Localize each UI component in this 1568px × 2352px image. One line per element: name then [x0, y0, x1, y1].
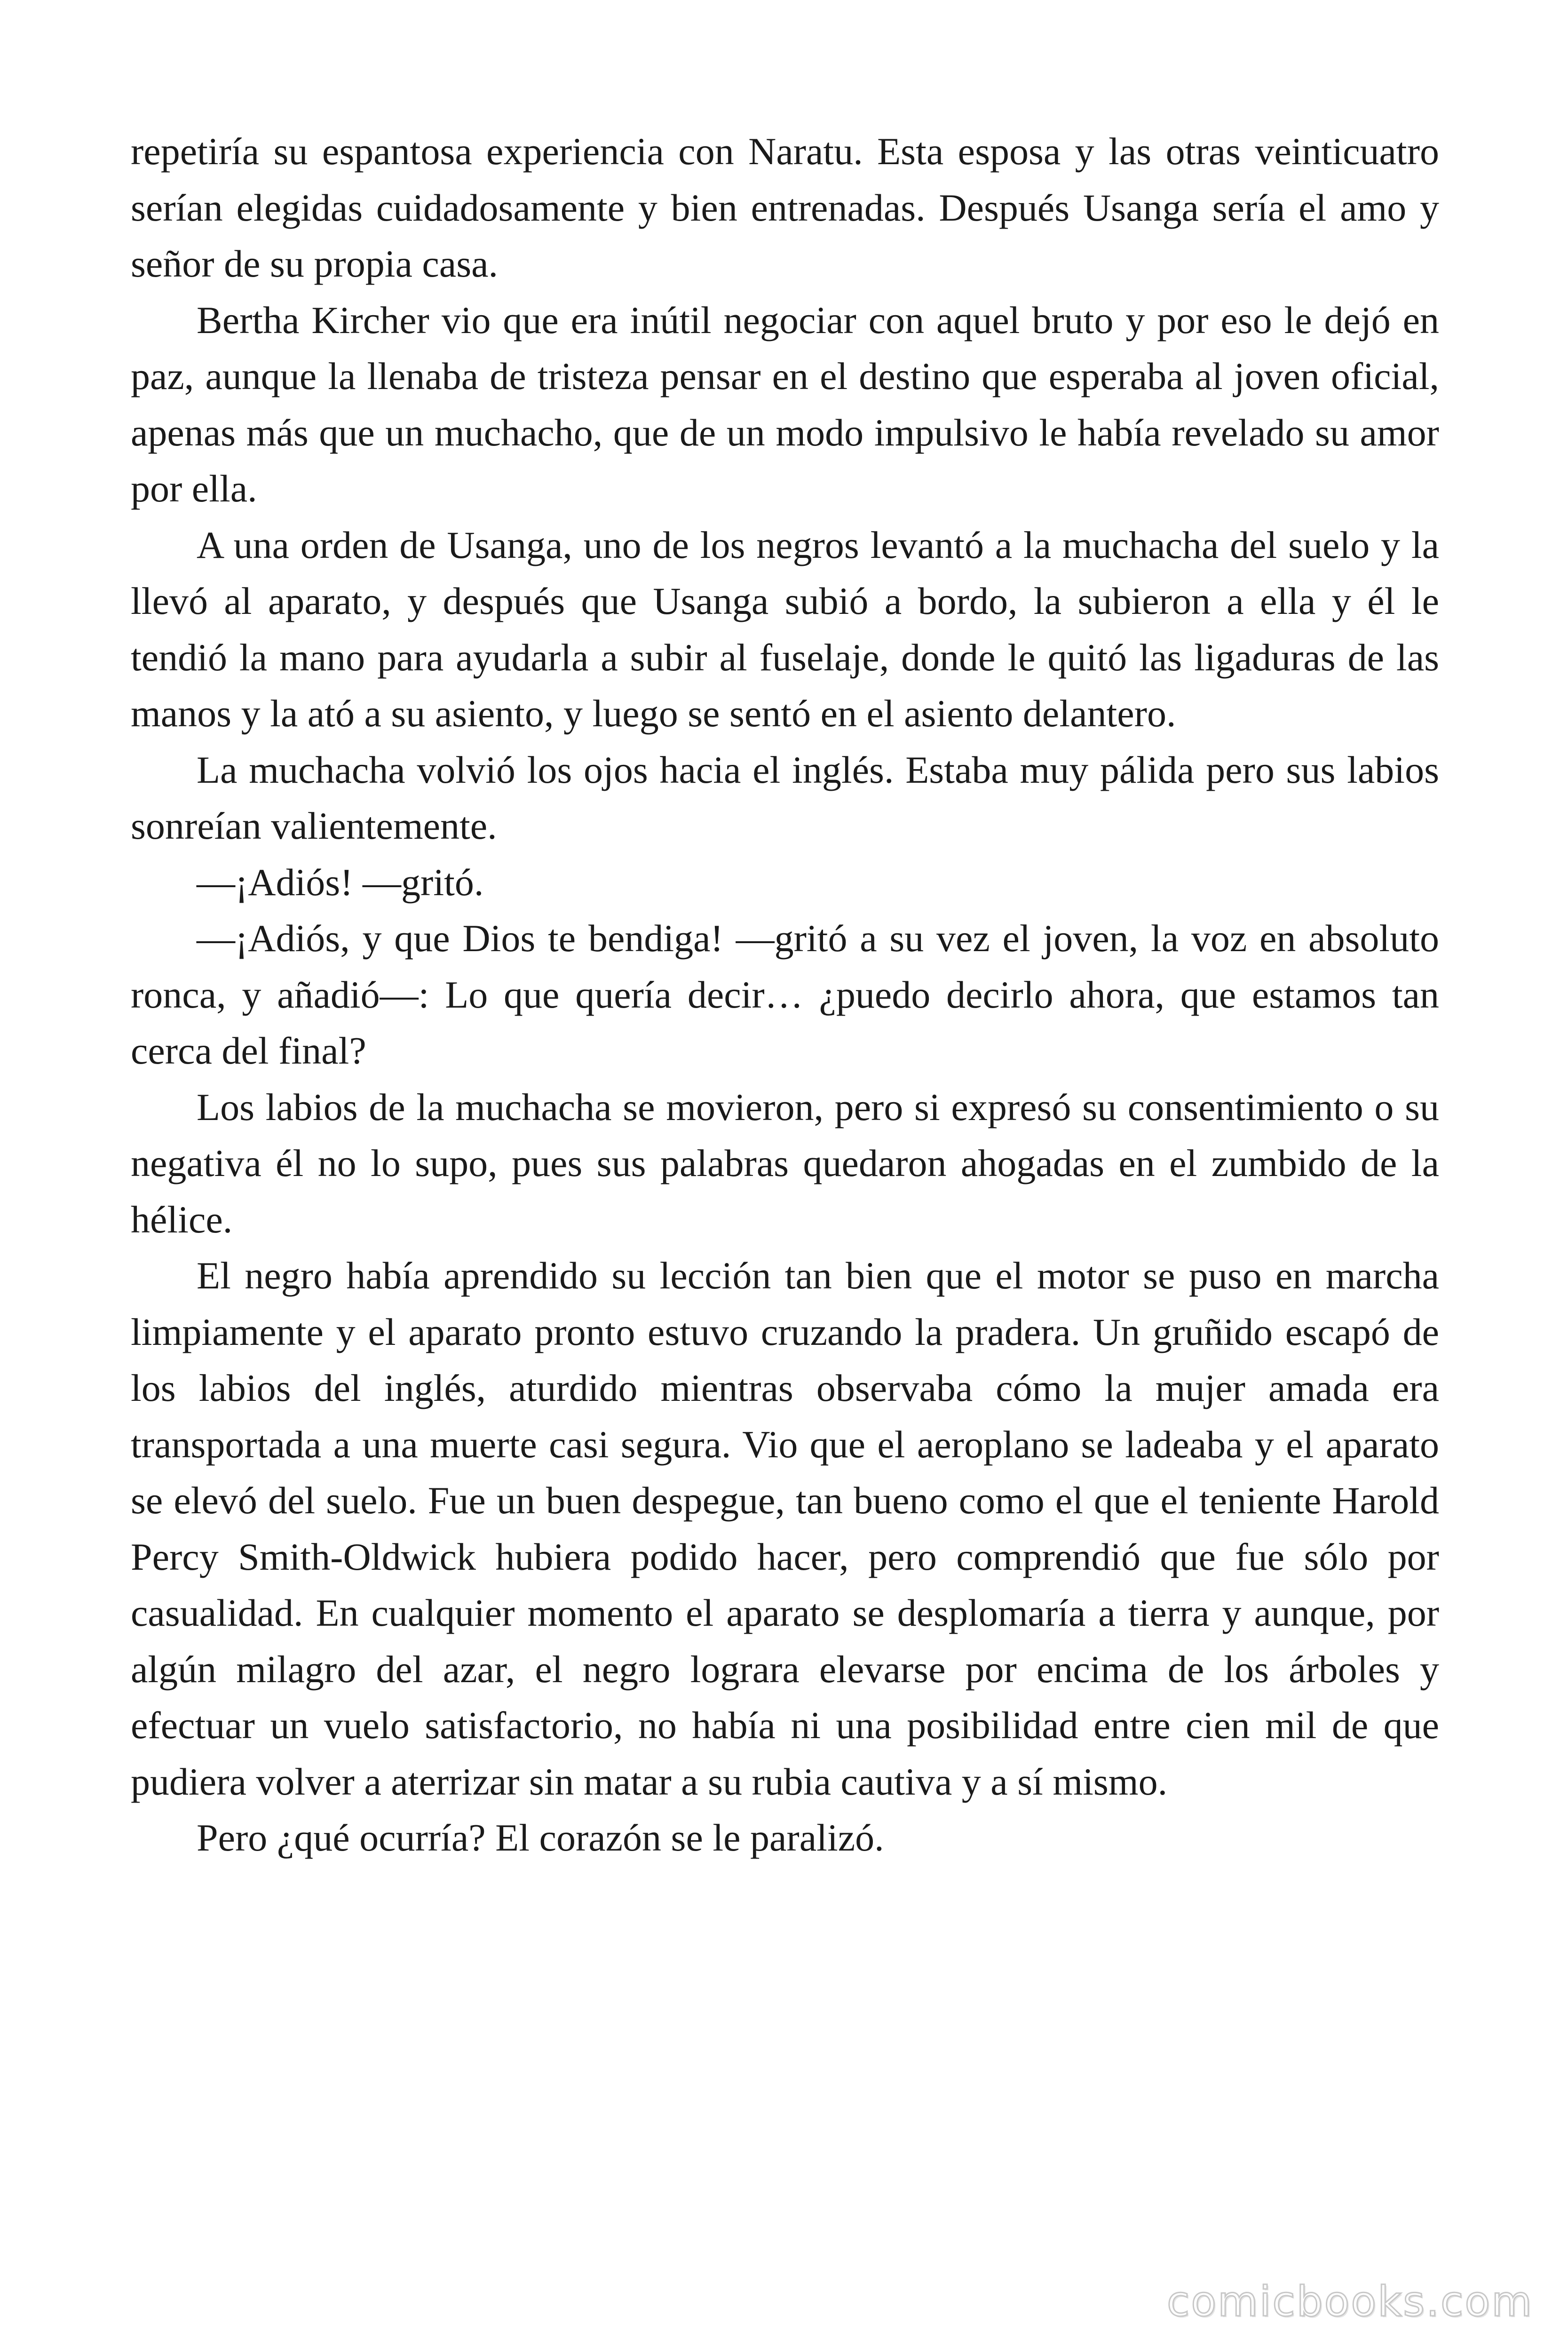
paragraph-2: Bertha Kircher vio que era inútil negociar con aquel bruto y por eso le dejó en paz, aunque la llenaba de tristeza pensar en el destino que esperaba al joven oficial, apenas más que un muchacho, que de un modo impulsivo le había revelado su amor por ella. [131, 298, 1439, 510]
watermark: comicbooks.com [1166, 2277, 1533, 2326]
paragraph-7: Los labios de la muchacha se movieron, pero si expresó su consentimiento o su negativa él no lo supo, pues sus palabras quedaron ahogadas en el zumbido de la hélice. [131, 1085, 1439, 1241]
paragraph-1: repetiría su espantosa experiencia con Naratu. Esta esposa y las otras veinticuatro serían elegidas cuidadosamente y bien entrenadas. Después Usanga sería el amo y señor de su propia casa. [131, 130, 1439, 285]
paragraph-4: La muchacha volvió los ojos hacia el inglés. Estaba muy pálida pero sus labios sonreían valientemente. [131, 748, 1439, 847]
paragraph-9: Pero ¿qué ocurría? El corazón se le paralizó. [197, 1816, 884, 1859]
paragraph-3: A una orden de Usanga, uno de los negros levantó a la muchacha del suelo y la llevó al aparato, y después que Usanga subió a bordo, la subieron a ella y él le tendió la mano para ayudarla a subir al fuselaje, donde le quitó las ligaduras de las manos y la ató a su asiento, y luego se sentó en el asiento delantero. [131, 523, 1439, 735]
paragraph-5: —¡Adiós! —gritó. [197, 860, 484, 904]
paragraph-6: —¡Adiós, y que Dios te bendiga! —gritó a su vez el joven, la voz en absoluto ronca, y añadió—: Lo que quería decir… ¿puedo decirlo ahora, que estamos tan cerca del final? [131, 917, 1439, 1072]
paragraph-8: El negro había aprendido su lección tan bien que el motor se puso en marcha limpiamente y el aparato pronto estuvo cruzando la pradera. Un gruñido escapó de los labios del inglés, aturdido mientras observaba cómo la mujer amada era transportada a una muerte casi segura. Vio que el aeroplano se ladeaba y el aparato se elevó del suelo. Fue un buen despegue, tan bueno como el que el teniente Harold Percy Smith-Oldwick hubiera podido hacer, pero comprendió que fue sólo por casualidad. En cualquier momento el aparato se desplomaría a tierra y aunque, por algún milagro del azar, el negro lograra elevarse por encima de los árboles y efectuar un vuelo satisfactorio, no había ni una posibilidad entre cien mil de que pudiera volver a aterrizar sin matar a su rubia cautiva y a sí mismo. [131, 1254, 1439, 1803]
body-text [131, 123, 1439, 1866]
